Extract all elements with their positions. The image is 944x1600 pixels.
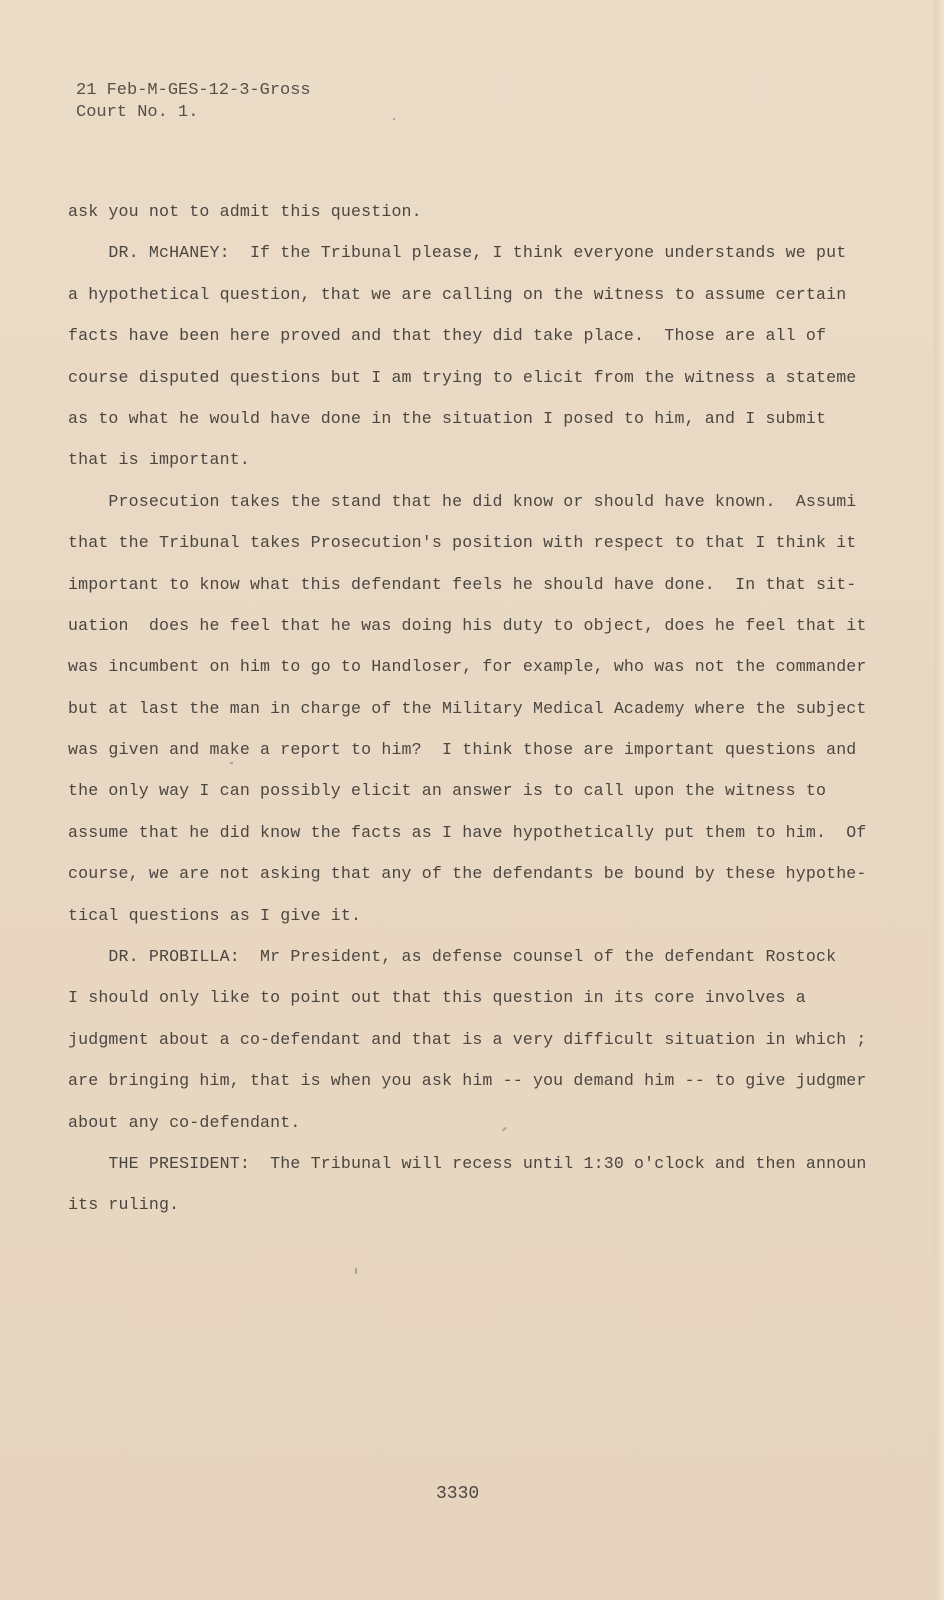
transcript-line: was incumbent on him to go to Handloser, for example, who was not the commander: [68, 657, 867, 677]
transcript-line: course, we are not asking that any of the defendants be bound by these hypothe-: [68, 864, 867, 884]
transcript-line: its ruling.: [68, 1195, 180, 1215]
paper-speck: [355, 1268, 357, 1274]
document-header: [76, 80, 311, 124]
header-reference-code: 21 Feb-M-GES-12-3-Gross: [76, 81, 311, 100]
page-edge-shadow: [934, 0, 944, 1600]
transcript-line: the only way I can possibly elicit an answer is to call upon the witness to: [68, 781, 827, 801]
transcript-line: about any co-defendant.: [68, 1112, 301, 1132]
transcript-line: DR. McHANEY: If the Tribunal please, I think everyone understands we put: [68, 243, 847, 263]
transcript-line: judgment about a co-defendant and that is a very difficult situation in which ;: [68, 1029, 867, 1049]
transcript-line: was given and make a report to him? I think those are important questions and: [68, 740, 857, 760]
transcript-line: Prosecution takes the stand that he did know or should have known. Assumi: [68, 491, 857, 511]
transcript-line: ask you not to admit this question.: [68, 202, 422, 221]
paper-speck: [230, 762, 233, 764]
transcript-line: facts have been here proved and that they did take place. Those are all of: [68, 326, 827, 346]
transcript-line: I should only like to point out that this question in its core involves a: [68, 988, 806, 1008]
header-court-number: Court No. 1.: [76, 103, 199, 122]
transcript-line: course disputed questions but I am trying to elicit from the witness a stateme: [68, 367, 857, 387]
transcript-line: that is important.: [68, 450, 250, 470]
transcript-line: THE PRESIDENT: The Tribunal will recess until 1:30 o'clock and then announ: [68, 1153, 867, 1173]
transcript-line: but at last the man in charge of the Military Medical Academy where the subject: [68, 698, 867, 718]
transcript-line: DR. PROBILLA: Mr President, as defense counsel of the defendant Rostock: [68, 947, 837, 967]
transcript-line: as to what he would have done in the situation I posed to him, and I submit: [68, 408, 827, 428]
transcript-line: that the Tribunal takes Prosecution's position with respect to that I think it: [68, 533, 857, 553]
transcript-line: a hypothetical question, that we are calling on the witness to assume certain: [68, 284, 847, 304]
transcript-line: important to know what this defendant feels he should have done. In that sit-: [68, 574, 857, 594]
transcript-line: tical questions as I give it.: [68, 905, 362, 925]
transcript-body: [68, 191, 880, 1226]
transcript-line: are bringing him, that is when you ask him -- you demand him -- to give judgmer: [68, 1071, 867, 1091]
paper-speck: [393, 118, 395, 120]
transcript-line: assume that he did know the facts as I have hypothetically put them to him. Of: [68, 822, 867, 842]
page-number: 3330: [436, 1484, 480, 1504]
transcript-line: uation does he feel that he was doing his duty to object, does he feel that it: [68, 615, 867, 635]
